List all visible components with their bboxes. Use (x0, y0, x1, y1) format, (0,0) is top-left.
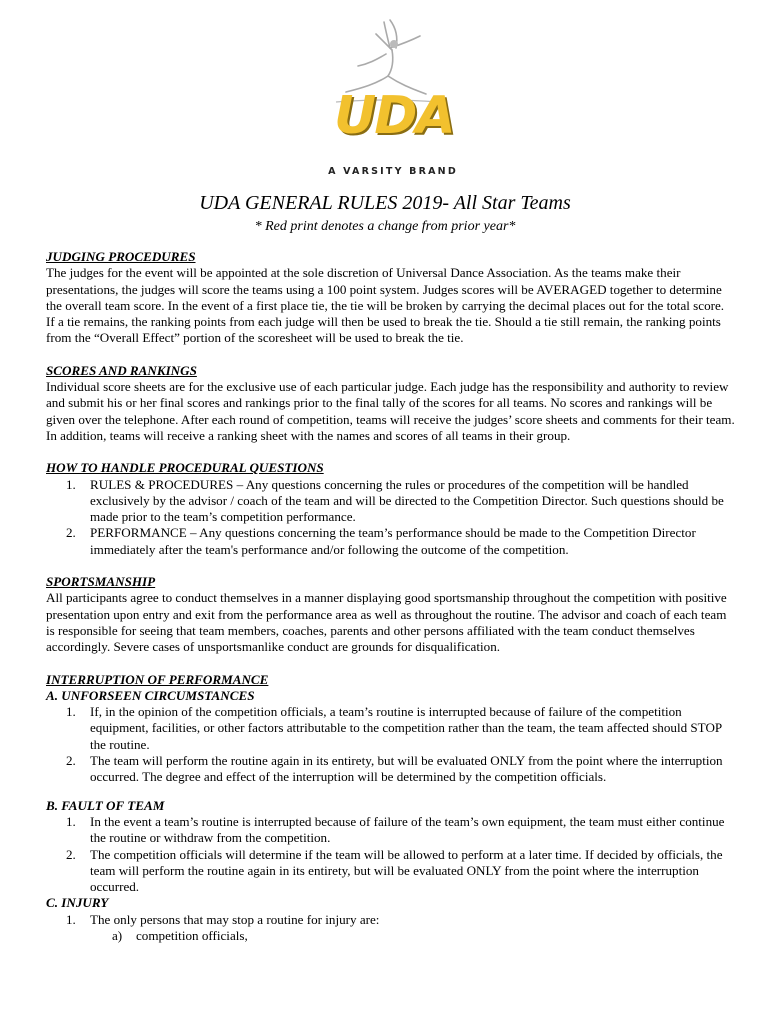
list-number: 1. (66, 813, 76, 829)
list-text: In the event a team’s routine is interrupted because of failure of the team’s own equipment, the team must either continue the routine or withdraw from the competition. (90, 813, 725, 846)
section-paragraph: All participants agree to conduct themselves in a manner displaying good sportsmanship throughout the competition with positive presentation upon entry and exit from the performance area as well as throughout the routine. The advisor and coach of each team is responsible for seeing that team members, coaches, parents and other persons affiliated with the team conduct themselves accordingly. Severe cases of unsportsmanlike conduct are grounds for disqualification. (46, 590, 727, 655)
section-heading: HOW TO HANDLE PROCEDURAL QUESTIONS (46, 460, 324, 476)
section-paragraph: Individual score sheets are for the exclusive use of each particular judge. Each judge has the responsibility and authority to review and submit his or her final scores and rankings prior to the final tally of the scores for all teams. No scores and rankings will be given over the telephone. After each round of competition, teams will receive the judges’ score sheets and comments for their team. In addition, teams will receive a ranking sheet with the names and scores of all teams in their group. (46, 379, 735, 443)
section-judging-procedures (46, 249, 736, 347)
uda-logo (306, 14, 466, 184)
section-heading: SPORTSMANSHIP (46, 574, 156, 590)
subsection-heading-fault-of-team: B. FAULT OF TEAM (46, 797, 165, 813)
list-number: 2. (66, 753, 76, 769)
list-text: If, in the opinion of the competition officials, a team’s routine is interrupted because of failure of the competition equipment, facilities, or other factors attributable to the competition rather than the team, the team affected should STOP the routine. (90, 704, 722, 752)
subsection-heading-unforseen: A. UNFORSEEN CIRCUMSTANCES (46, 687, 255, 703)
section-interruption-of-performance (46, 672, 736, 945)
section-procedural-questions (46, 460, 736, 558)
list-item (46, 477, 736, 526)
list-number: 1. (66, 704, 76, 720)
section-paragraph: The judges for the event will be appointed at the sole discretion of Universal Dance Association. As the teams make their presentations, the judges will score the teams using a 100 point system. Judges scores will be AVERAGED together to determine the overall team score. In the event of a first place tie, the tie will be broken by carrying the decimal places out for the total score. If a tie remains, the ranking points from each judge will then be used to break the tie. Should a tie still remain, the ranking points from the “Overall Effect” portion of the scoresheet will be used to break the tie. (46, 265, 725, 346)
list-text: RULES & PROCEDURES – Any questions concerning the rules or procedures of the competition will be handled exclusively by the advisor / coach of the team and will be directed to the Competition Director. Such questions should be made prior to the team’s competition performance. (90, 476, 724, 525)
subsection-heading-injury: C. INJURY (46, 895, 109, 911)
sub-list-letter: a) (112, 927, 123, 943)
list-item (46, 847, 736, 896)
section-sportsmanship (46, 574, 736, 655)
list-item (46, 525, 736, 558)
list-item (46, 704, 736, 753)
list-number: 2. (66, 846, 76, 862)
logo-tagline: A VARSITY BRAND (328, 166, 458, 177)
list-text: The team will perform the routine again in its entirety, but will be evaluated ONLY from the point where the interruption occurred. The degree and effect of the interruption will be determined by the competition officials. (90, 753, 723, 785)
list-text: PERFORMANCE – Any questions concerning the team’s performance should be made to the Competition Director immediately after the team's performance and/or following the outcome of the competition. (90, 525, 696, 557)
section-heading: SCORES AND RANKINGS (46, 362, 197, 378)
sub-list-text: competition officials, (136, 927, 248, 943)
list-number: 1. (66, 476, 76, 492)
logo-brand-lettering: UDA (334, 86, 454, 146)
sub-list-item (46, 928, 736, 944)
section-heading: INTERRUPTION OF PERFORMANCE (46, 671, 269, 687)
list-item (46, 753, 736, 786)
list-number: 2. (66, 525, 76, 541)
list-text: The competition officials will determine if the team will be allowed to perform at a later time. If decided by officials, the team will perform the routine again in its entirety, but will be evaluated ONLY from the point where the interruption occurred. (90, 846, 723, 895)
list-item (46, 814, 736, 847)
document-title: UDA GENERAL RULES 2019- All Star Teams (199, 192, 571, 214)
section-heading: JUDGING PROCEDURES (46, 249, 196, 264)
list-text: The only persons that may stop a routine for injury are: (90, 911, 380, 927)
section-scores-and-rankings (46, 363, 736, 444)
list-number: 1. (66, 911, 76, 927)
document-body (46, 249, 736, 944)
document-subtitle: * Red print denotes a change from prior year* (254, 219, 516, 234)
list-item (46, 912, 736, 928)
